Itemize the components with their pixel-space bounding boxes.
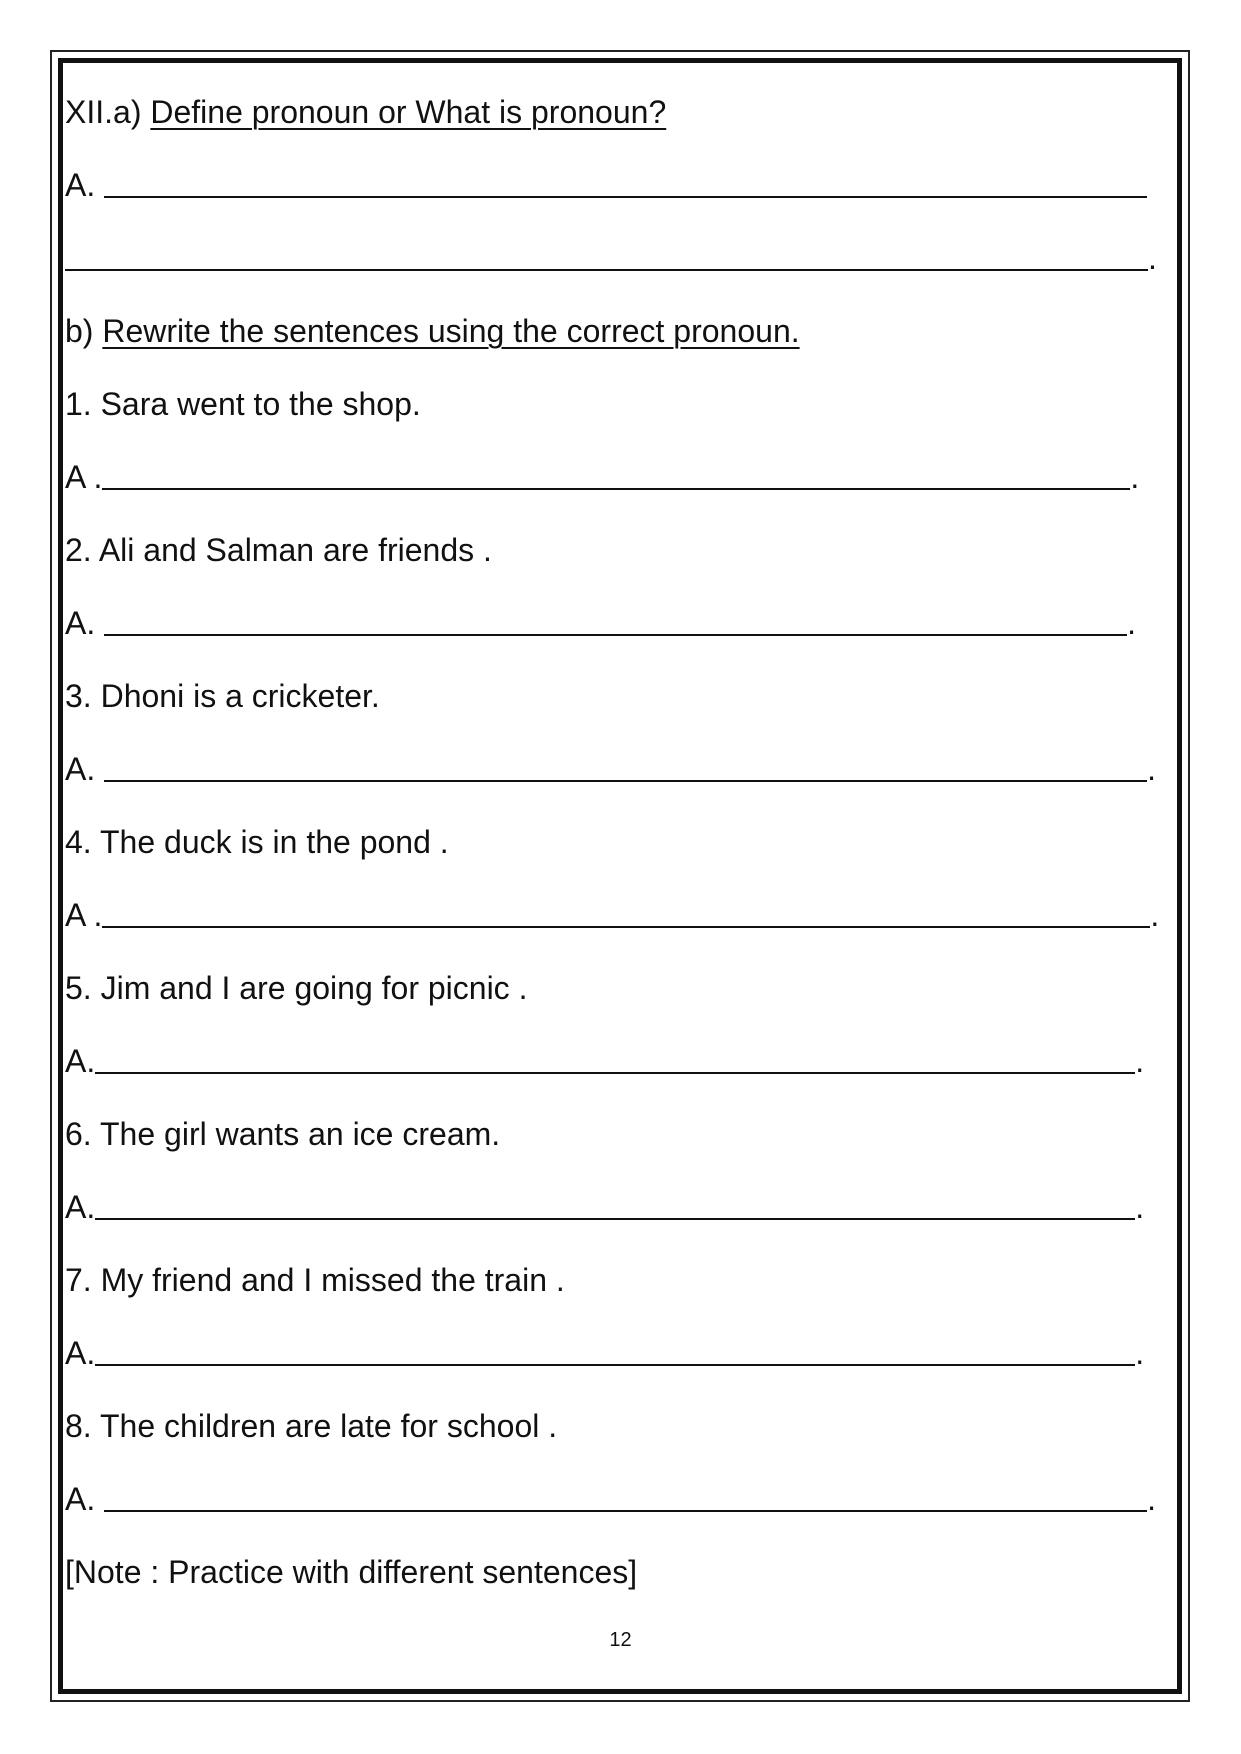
end-mark: .	[1135, 1043, 1145, 1079]
item-6-answer[interactable]	[65, 1187, 1144, 1227]
item-8-answer[interactable]	[65, 1479, 1156, 1519]
item-3-sentence: 3. Dhoni is a cricketer.	[65, 678, 380, 714]
part-a-answer-line-2[interactable]	[65, 238, 1157, 278]
end-mark: .	[1135, 1335, 1145, 1371]
end-mark: .	[1147, 1481, 1157, 1517]
item-5-answer[interactable]	[65, 1041, 1144, 1081]
answer-label: A.	[65, 751, 105, 787]
end-mark: .	[1127, 605, 1137, 641]
answer-blank[interactable]	[102, 458, 1130, 490]
end-mark: .	[1150, 897, 1160, 933]
answer-label: A .	[65, 459, 103, 495]
answer-label: A.	[65, 167, 105, 203]
item-1-answer[interactable]	[65, 457, 1139, 497]
item-5-sentence: 5. Jim and I are going for picnic .	[65, 970, 528, 1006]
part-b-heading	[65, 311, 800, 351]
item-4-answer[interactable]	[65, 895, 1159, 935]
item-3-answer[interactable]	[65, 749, 1156, 789]
part-b-prefix: b)	[65, 313, 103, 349]
end-mark: .	[1135, 1189, 1145, 1225]
item-4-sentence: 4. The duck is in the pond .	[65, 824, 449, 860]
part-a-answer-line-1[interactable]	[65, 165, 1147, 205]
answer-label: A .	[65, 897, 103, 933]
answer-blank[interactable]	[104, 604, 1127, 636]
item-7-sentence: 7. My friend and I missed the train .	[65, 1262, 565, 1298]
item-6-sentence: 6. The girl wants an ice cream.	[65, 1116, 501, 1152]
answer-label: A.	[65, 1043, 96, 1079]
answer-label: A.	[65, 1481, 105, 1517]
item-1-sentence: 1. Sara went to the shop.	[65, 386, 421, 422]
item-7-answer[interactable]	[65, 1333, 1144, 1373]
answer-blank[interactable]	[95, 1334, 1135, 1366]
end-mark: .	[1147, 751, 1157, 787]
end-mark: .	[1130, 459, 1140, 495]
answer-blank[interactable]	[104, 1480, 1147, 1512]
part-a-prefix: XII.a)	[65, 94, 151, 130]
answer-label: A.	[65, 1335, 96, 1371]
item-2-sentence: 2. Ali and Salman are friends .	[65, 532, 492, 568]
item-2-answer[interactable]	[65, 603, 1136, 643]
end-mark: .	[1148, 240, 1157, 276]
page-border-inner	[58, 58, 1182, 1694]
practice-note: [Note : Practice with different sentences]	[65, 1554, 638, 1590]
part-a-question: Define pronoun or What is pronoun?	[150, 94, 667, 130]
answer-blank[interactable]	[95, 1188, 1135, 1220]
answer-label: A.	[65, 605, 105, 641]
answer-blank[interactable]	[95, 1042, 1135, 1074]
answer-blank[interactable]	[65, 239, 1148, 271]
answer-blank[interactable]	[104, 166, 1147, 198]
page-number: 12	[609, 1629, 632, 1651]
part-b-instruction: Rewrite the sentences using the correct pronoun.	[102, 313, 800, 349]
answer-blank[interactable]	[102, 896, 1150, 928]
item-8-sentence: 8. The children are late for school .	[65, 1408, 558, 1444]
part-a-heading	[65, 92, 666, 132]
answer-blank[interactable]	[104, 750, 1147, 782]
answer-label: A.	[65, 1189, 96, 1225]
